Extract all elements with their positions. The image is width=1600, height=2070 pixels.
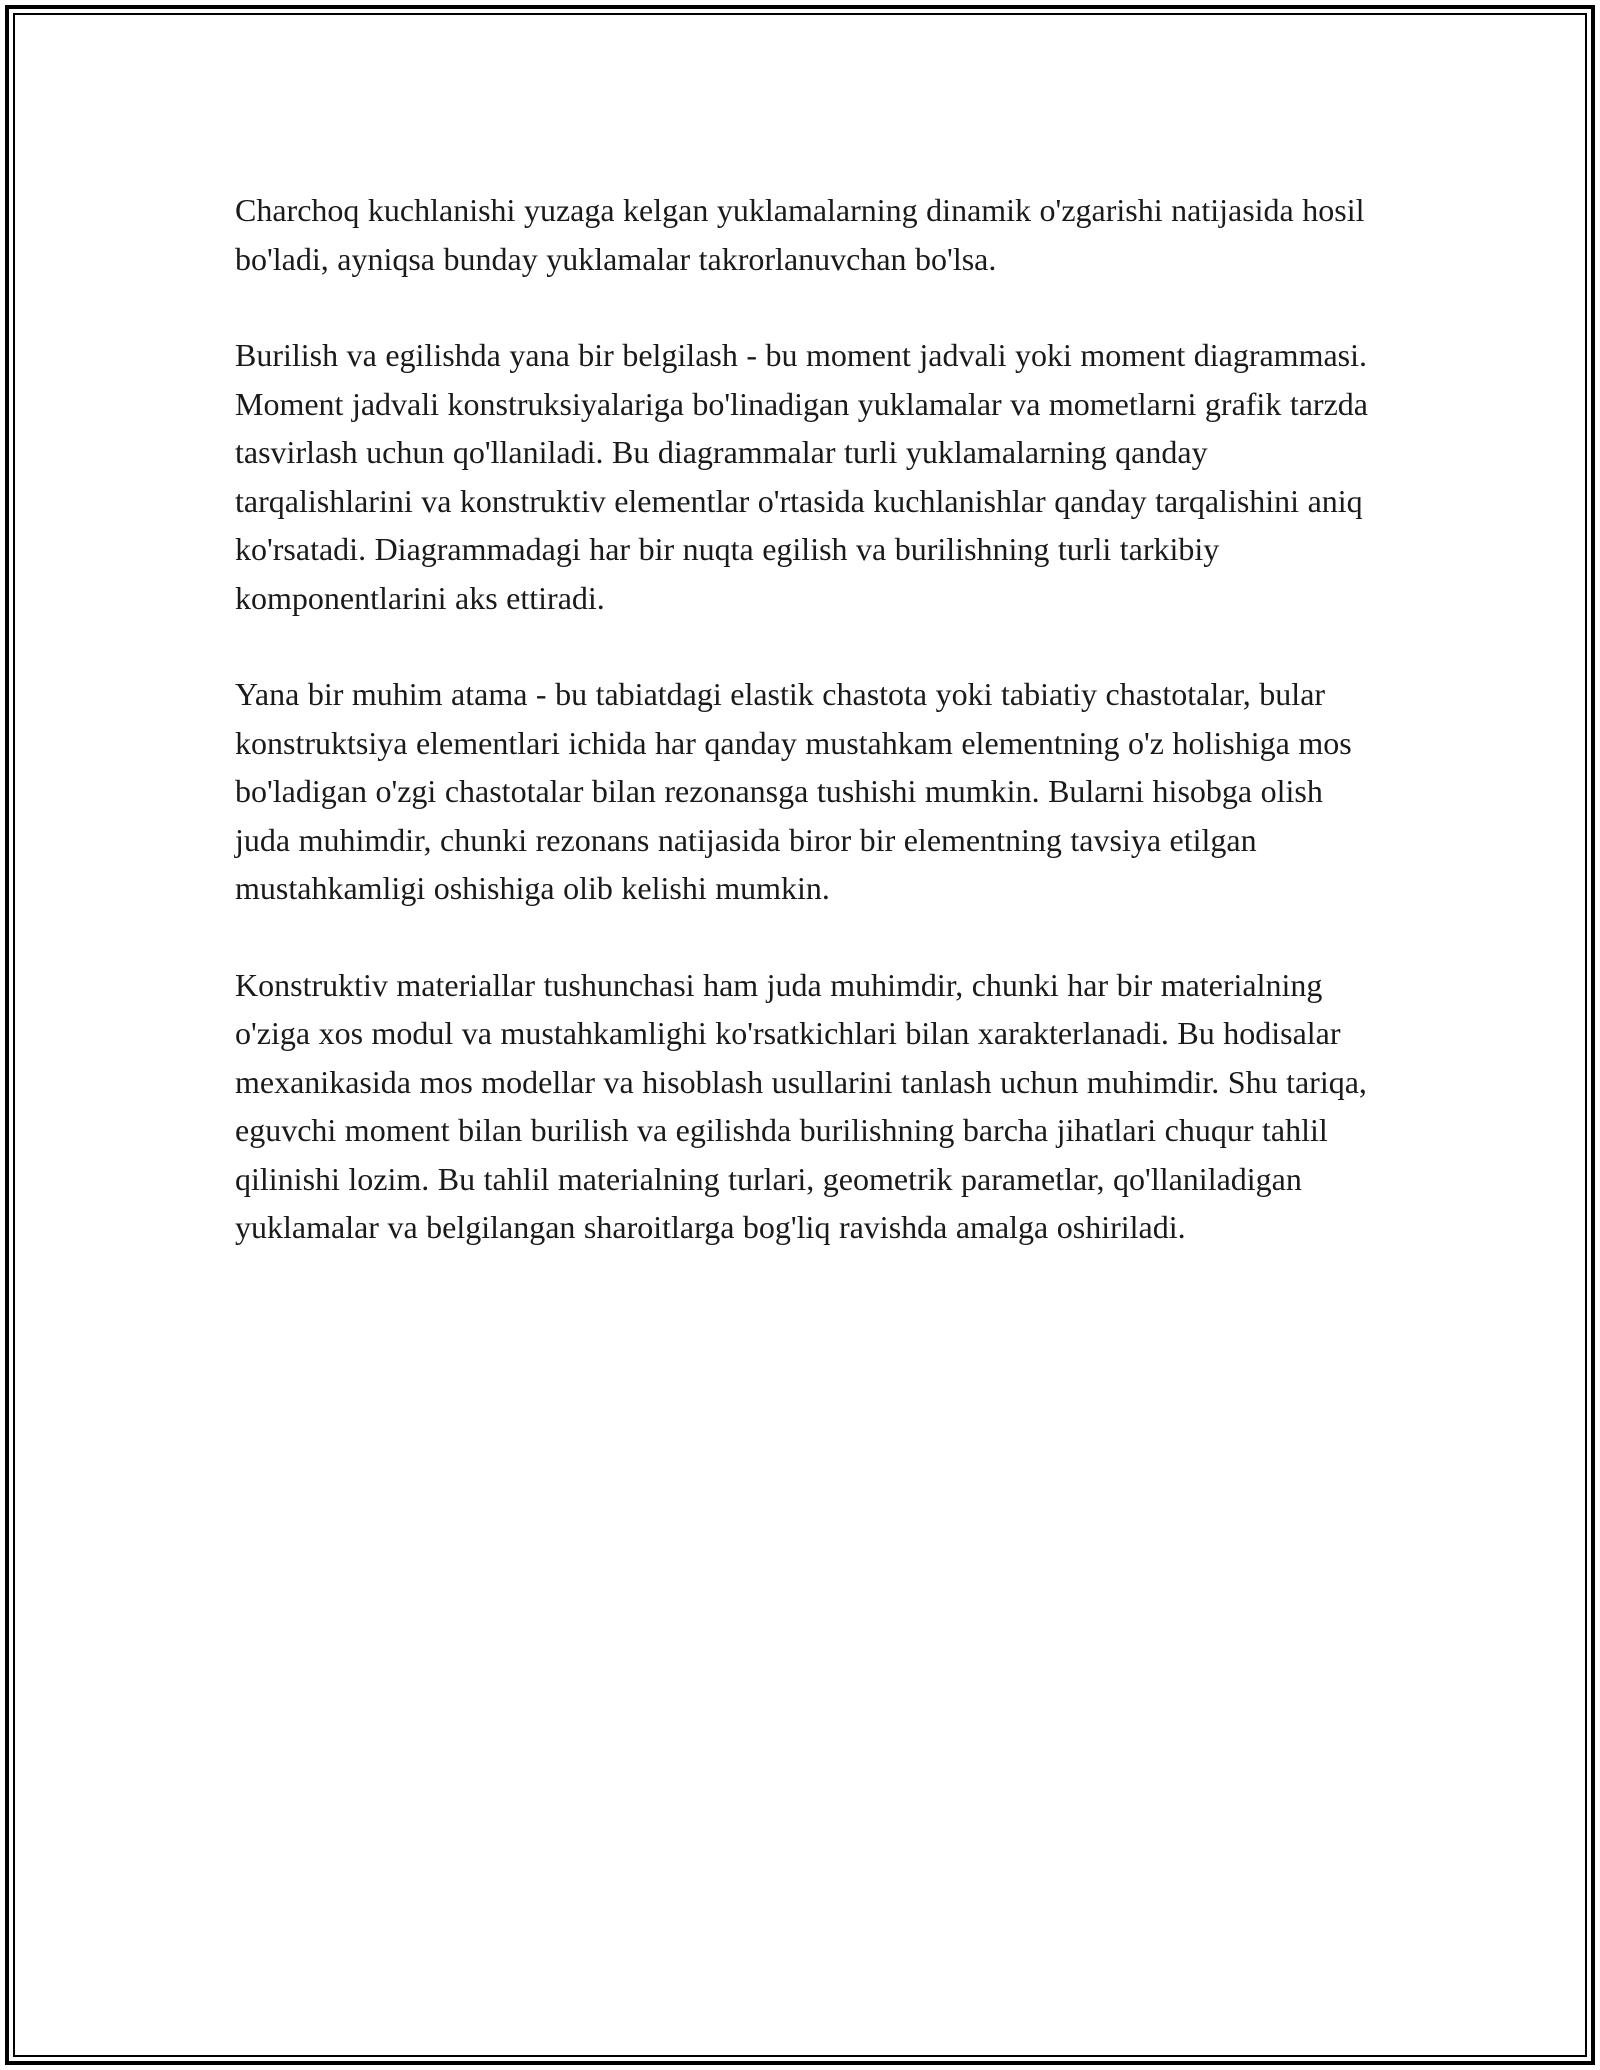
document-body (235, 186, 1385, 1300)
paragraph-moment-diagram: Burilish va egilishda yana bir belgilash - bu moment jadvali yoki moment diagrammasi. Moment jadvali konstruksiyalariga bo'linadigan yuklamalar va mometlarni grafik tarzda tasvirlash uchun qo'llaniladi. Bu diagrammalar turli yuklamalarning qanday tarqalishlarini va konstruktiv elementlar o'rtasida kuchlanishlar qanday tarqalishini aniq ko'rsatadi. Diagrammadagi har bir nuqta egilish va burilishning turli tarkibiy komponentlarini aks ettiradi. (235, 337, 1368, 616)
paragraph-structural-materials: Konstruktiv materiallar tushunchasi ham juda muhimdir, chunki har bir materialning o'ziga xos modul va mustahkamlighi ko'rsatkichlari bilan xarakterlanadi. Bu hodisalar mexanikasida mos modellar va hisoblash usullarini tanlash uchun muhimdir. Shu tariqa, eguvchi moment bilan burilish va egilishda burilishning barcha jihatlari chuqur tahlil qilinishi lozim. Bu tahlil materialning turlari, geometrik parametlar, qo'llaniladigan yuklamalar va belgilangan sharoitlarga bog'liq ravishda amalga oshiriladi. (235, 966, 1367, 1245)
paragraph-natural-frequency: Yana bir muhim atama - bu tabiatdagi elastik chastota yoki tabiatiy chastotalar, bular konstruktsiya elementlari ichida har qanday mustahkam elementning o'z holishiga mos bo'ladigan o'zgi chastotalar bilan rezonansga tushishi mumkin. Bularni hisobga olish juda muhimdir, chunki rezonans natijasida biror bir elementning tavsiya etilgan mustahkamligi oshishiga olib kelishi mumkin. (235, 676, 1352, 906)
paragraph-fatigue-stress: Charchoq kuchlanishi yuzaga kelgan yuklamalarning dinamik o'zgarishi natijasida hosil bo'ladi, ayniqsa bunday yuklamalar takrorlanuvchan bo'lsa. (235, 192, 1365, 277)
